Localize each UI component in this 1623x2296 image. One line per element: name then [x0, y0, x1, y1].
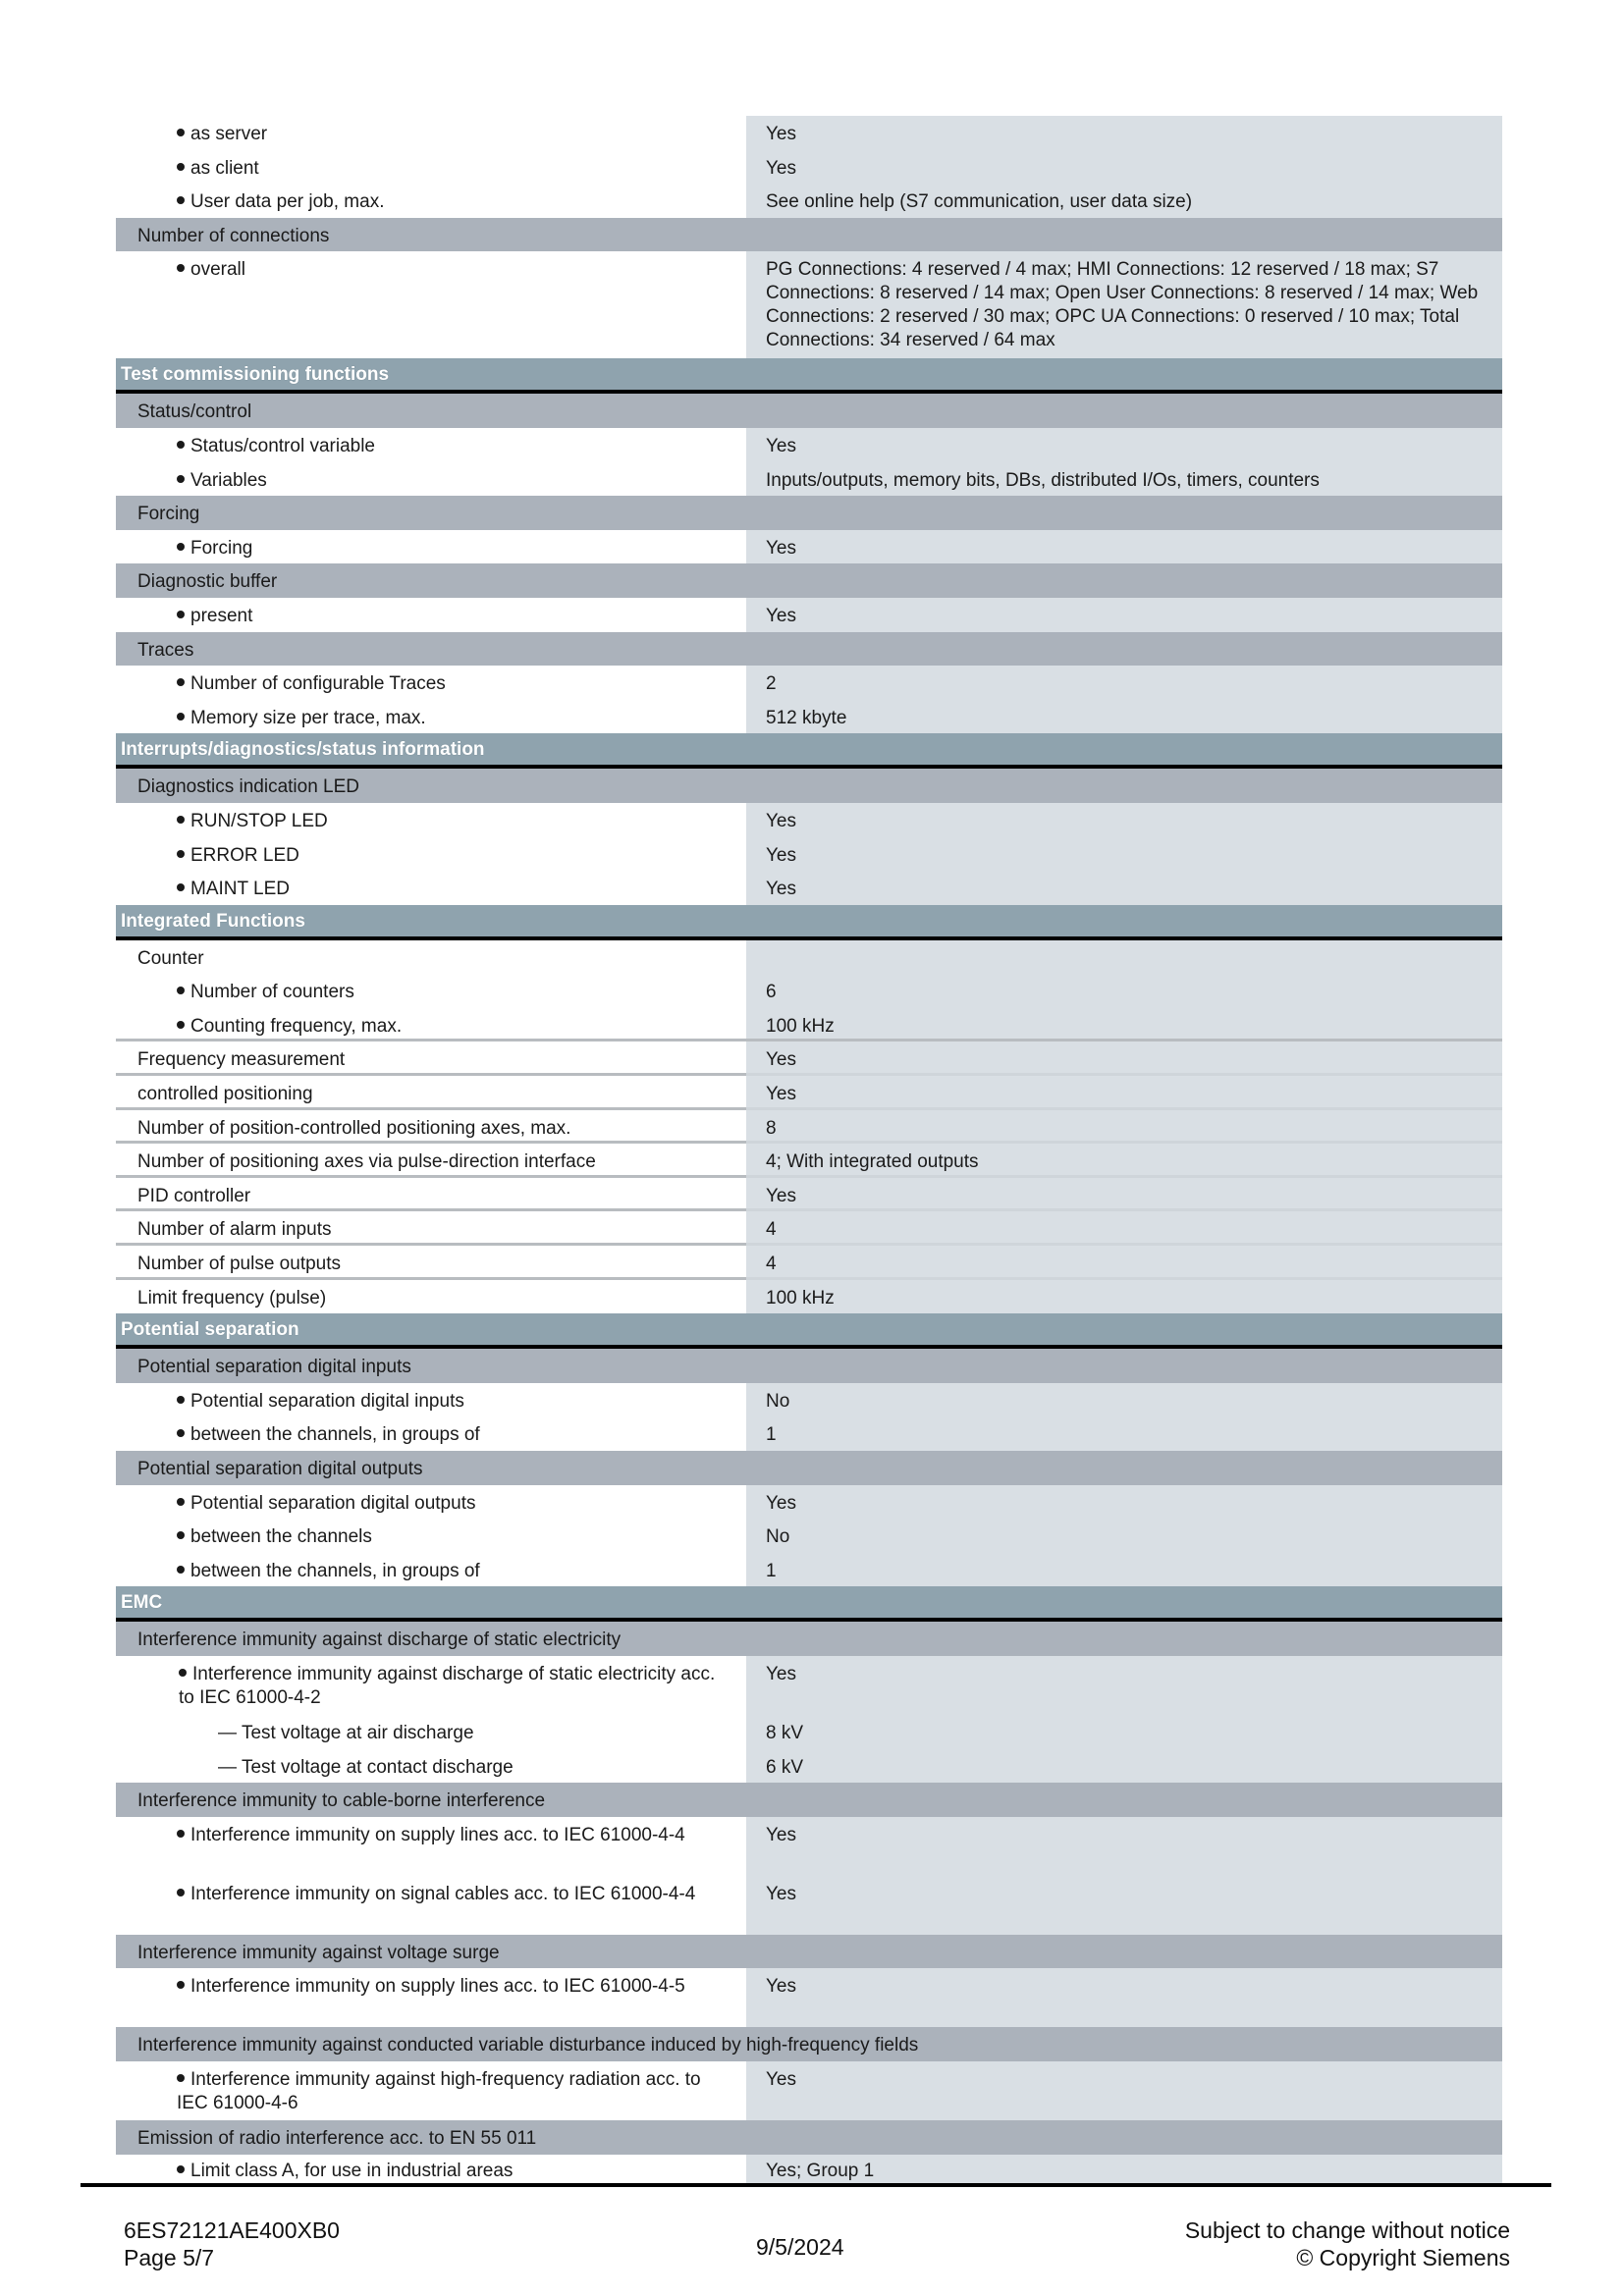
- row-value: 1: [746, 1416, 1502, 1451]
- row-label: between the channels, in groups of: [190, 1424, 480, 1446]
- table-row: [116, 1656, 1502, 1715]
- row-label: Interference immunity on supply lines acc. to IEC 61000-4-5: [190, 1976, 685, 1998]
- table-row: [116, 1041, 1502, 1076]
- row-label: Interference immunity against discharge of static electricity acc. to IEC 61000-4-2: [179, 1663, 716, 1708]
- bullet-icon: [177, 1830, 185, 1838]
- bullet-icon: [177, 475, 185, 483]
- group-label: Interference immunity against discharge of static electricity: [137, 1629, 622, 1651]
- row-value: Yes: [746, 1485, 1502, 1520]
- row-label: Variables: [190, 469, 267, 491]
- row-label: PID controller: [116, 1178, 746, 1212]
- table-row: [116, 1008, 1502, 1042]
- table-row: [116, 1968, 1502, 2027]
- section-title: Test commissioning functions: [121, 364, 390, 386]
- row-label: Potential separation digital outputs: [190, 1492, 476, 1514]
- group-header: [116, 394, 1502, 428]
- bullet-icon: [177, 678, 185, 686]
- bullet-icon: [177, 196, 185, 204]
- row-label: as client: [190, 157, 259, 179]
- table-row: [116, 1144, 1502, 1178]
- change-notice: Subject to change without notice: [1184, 2217, 1510, 2243]
- row-value: 4: [746, 1211, 1502, 1246]
- group-header: [116, 1622, 1502, 1656]
- row-value: Yes: [746, 2061, 1502, 2120]
- table-row: [116, 184, 1502, 218]
- table-row: [116, 1246, 1502, 1280]
- row-value: 1: [746, 1553, 1502, 1587]
- row-label: Test voltage at contact discharge: [241, 1756, 514, 1778]
- row-value: Yes: [746, 1656, 1502, 1715]
- row-label: Number of pulse outputs: [116, 1246, 746, 1280]
- row-label: Forcing: [190, 537, 253, 559]
- table-row: [116, 1416, 1502, 1451]
- table-row: [116, 700, 1502, 734]
- row-value: Yes: [746, 598, 1502, 632]
- table-row: [116, 871, 1502, 905]
- bullet-icon: [177, 264, 185, 272]
- table-row: [116, 1383, 1502, 1417]
- group-label: Emission of radio interference acc. to EN 55 011: [137, 2127, 537, 2149]
- table-row: [116, 598, 1502, 632]
- row-value: No: [746, 1519, 1502, 1553]
- bullet-icon: [177, 163, 185, 171]
- row-label: Limit frequency (pulse): [137, 1287, 327, 1308]
- dash-icon: —: [218, 1756, 242, 1778]
- section-title: EMC: [121, 1592, 163, 1614]
- group-header: [116, 632, 1502, 667]
- group-label: Status/control: [137, 401, 252, 423]
- row-value: Yes: [746, 1076, 1502, 1110]
- section-title: Interrupts/diagnostics/status information: [121, 739, 485, 761]
- row-label: Interference immunity on supply lines acc. to IEC 61000-4-4: [190, 1824, 685, 1845]
- footer-date: 9/5/2024: [756, 2234, 844, 2260]
- table-row: [116, 1280, 1502, 1314]
- row-value: 100 kHz: [746, 1280, 1502, 1314]
- row-value: No: [746, 1383, 1502, 1417]
- row-label: present: [190, 605, 253, 626]
- section-header: [116, 905, 1502, 940]
- table-row: [116, 837, 1502, 872]
- group-header: [116, 1349, 1502, 1383]
- row-value: Yes: [746, 803, 1502, 837]
- group-label: Number of connections: [137, 225, 330, 246]
- row-label: Number of alarm inputs: [116, 1211, 746, 1246]
- table-row: [116, 666, 1502, 700]
- group-header: [116, 1451, 1502, 1485]
- group-header: [116, 769, 1502, 803]
- row-value: Yes: [746, 1041, 1502, 1076]
- group-label: Diagnostics indication LED: [137, 776, 360, 798]
- group-header: [116, 563, 1502, 598]
- table-row: [116, 251, 1502, 358]
- row-label: Memory size per trace, max.: [190, 707, 426, 728]
- row-label: as server: [190, 124, 268, 144]
- row-label: Potential separation digital inputs: [190, 1390, 464, 1412]
- table-row: [116, 940, 1502, 975]
- table-row: [116, 803, 1502, 837]
- row-label: ERROR LED: [190, 844, 299, 866]
- group-label: Forcing: [137, 504, 200, 525]
- bullet-icon: [177, 129, 185, 136]
- group-label: Potential separation digital outputs: [137, 1459, 423, 1479]
- bullet-icon: [177, 713, 185, 721]
- bullet-icon: [177, 543, 185, 551]
- table-row: [116, 1817, 1502, 1876]
- row-label: controlled positioning: [116, 1076, 746, 1110]
- row-value: 4: [746, 1246, 1502, 1280]
- table-row: [116, 1178, 1502, 1212]
- group-label: Potential separation digital inputs: [137, 1357, 411, 1378]
- row-value: 2: [746, 666, 1502, 700]
- row-label: Number of configurable Traces: [190, 673, 446, 695]
- bullet-icon: [177, 1429, 185, 1437]
- row-label: Number of position-controlled positioning axes, max.: [116, 1110, 746, 1145]
- table-row: [116, 1110, 1502, 1145]
- table-row: [116, 2155, 1502, 2184]
- section-header: [116, 1586, 1502, 1622]
- table-row: [116, 462, 1502, 497]
- bullet-icon: [179, 1669, 187, 1677]
- row-label: Number of positioning axes via pulse-direction interface: [116, 1144, 746, 1178]
- row-label: between the channels: [190, 1526, 372, 1548]
- row-value: 4; With integrated outputs: [746, 1144, 1502, 1178]
- row-value: Yes: [746, 837, 1502, 872]
- table-row: [116, 1076, 1502, 1110]
- row-label: between the channels, in groups of: [190, 1560, 480, 1581]
- row-value: 8 kV: [746, 1715, 1502, 1749]
- bullet-icon: [177, 850, 185, 858]
- row-value: Yes: [746, 116, 1502, 150]
- bullet-icon: [177, 2074, 185, 2082]
- row-value: Yes; Group 1: [746, 2155, 1502, 2184]
- row-value: Yes: [746, 1178, 1502, 1212]
- group-header: [116, 1935, 1502, 1969]
- group-header: [116, 496, 1502, 530]
- group-label: Interference immunity against voltage surge: [137, 1942, 500, 1963]
- table-row: [116, 150, 1502, 185]
- bullet-icon: [177, 1981, 185, 1989]
- table-row: [116, 530, 1502, 564]
- row-value: 100 kHz: [746, 1008, 1502, 1040]
- row-label: Limit class A, for use in industrial areas: [190, 2160, 514, 2181]
- row-label: RUN/STOP LED: [190, 810, 328, 831]
- section-header: [116, 1313, 1502, 1349]
- row-value: Yes: [746, 871, 1502, 905]
- row-value: Yes: [746, 1876, 1502, 1935]
- table-row: [116, 1553, 1502, 1587]
- row-label: overall: [190, 259, 245, 281]
- group-label: Interference immunity to cable-borne interference: [137, 1790, 546, 1812]
- bullet-icon: [177, 816, 185, 824]
- row-value: Inputs/outputs, memory bits, DBs, distributed I/Os, timers, counters: [746, 462, 1502, 497]
- row-value: PG Connections: 4 reserved / 4 max; HMI Connections: 12 reserved / 18 max; S7 Connections: 8 reserved / 14 max; Open User Connections: 8 reserved / 14 max; Web Connections: 2 reserved / 30 max; OPC UA Connections: 0 reserved / 10 max; Total Connections: 34 reserved / 64 max: [746, 251, 1502, 358]
- bullet-icon: [177, 1566, 185, 1574]
- row-label: Interference immunity on signal cables acc. to IEC 61000-4-4: [190, 1883, 696, 1904]
- row-value: See online help (S7 communication, user data size): [746, 184, 1502, 218]
- group-label: Traces: [137, 639, 194, 661]
- section-header: [116, 358, 1502, 394]
- footer-divider: [81, 2183, 1551, 2187]
- table-row: [116, 1876, 1502, 1935]
- bullet-icon: [177, 987, 185, 994]
- technical-data-table: [116, 116, 1502, 2184]
- row-label: Frequency measurement: [116, 1041, 746, 1076]
- table-row: [116, 1519, 1502, 1553]
- group-label: Diagnostic buffer: [137, 571, 278, 593]
- table-row: [116, 1485, 1502, 1520]
- row-label: Counter: [137, 947, 204, 969]
- row-label: Interference immunity against high-frequency radiation acc. to IEC 61000-4-6: [177, 2068, 701, 2113]
- row-value: 512 kbyte: [746, 700, 1502, 734]
- article-number: 6ES72121AE400XB0: [124, 2217, 340, 2243]
- row-label: User data per job, max.: [190, 191, 385, 213]
- bullet-icon: [177, 883, 185, 891]
- bullet-icon: [177, 611, 185, 618]
- copyright: © Copyright Siemens: [1296, 2245, 1510, 2270]
- table-row: [116, 2061, 1502, 2120]
- row-value: Yes: [746, 150, 1502, 185]
- section-header: [116, 733, 1502, 769]
- bullet-icon: [177, 2165, 185, 2173]
- section-title: Integrated Functions: [121, 910, 305, 932]
- table-row: [116, 974, 1502, 1008]
- row-value: Yes: [746, 428, 1502, 462]
- group-header: [116, 2120, 1502, 2155]
- footer-left: [124, 2216, 340, 2271]
- bullet-icon: [177, 1889, 185, 1896]
- row-label: Number of counters: [190, 982, 354, 1003]
- bullet-icon: [177, 1396, 185, 1404]
- row-value: 6 kV: [746, 1749, 1502, 1784]
- bullet-icon: [177, 1498, 185, 1506]
- row-value: Yes: [746, 530, 1502, 564]
- bullet-icon: [177, 1021, 185, 1029]
- row-label: Test voltage at air discharge: [241, 1722, 474, 1743]
- table-row: [116, 1749, 1502, 1784]
- table-row: [116, 428, 1502, 462]
- row-value: Yes: [746, 1817, 1502, 1876]
- page-number: Page 5/7: [124, 2245, 215, 2270]
- row-value: 8: [746, 1110, 1502, 1145]
- group-header: [116, 1783, 1502, 1817]
- row-label: MAINT LED: [190, 879, 291, 900]
- row-value: Yes: [746, 1968, 1502, 2027]
- bullet-icon: [177, 441, 185, 449]
- table-row: [116, 1715, 1502, 1749]
- section-title: Potential separation: [121, 1319, 299, 1341]
- group-label: Interference immunity against conducted variable disturbance induced by high-frequency fields: [137, 2035, 919, 2056]
- group-header: [116, 218, 1502, 252]
- table-row: [116, 1211, 1502, 1246]
- bullet-icon: [177, 1531, 185, 1539]
- row-value: 6: [746, 974, 1502, 1008]
- table-row: [116, 116, 1502, 150]
- footer-right: [1185, 2216, 1510, 2271]
- row-label: Status/control variable: [190, 435, 375, 456]
- group-header: [116, 2027, 1502, 2061]
- row-label: Counting frequency, max.: [190, 1015, 403, 1037]
- dash-icon: —: [218, 1722, 242, 1743]
